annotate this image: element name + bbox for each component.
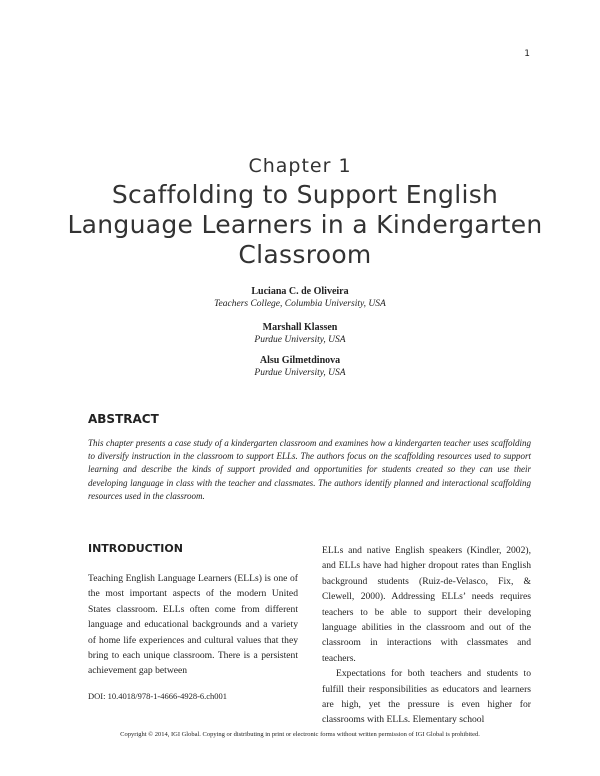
paragraph: Teaching English Language Learners (ELLs) is one of the most important aspects of the modern United States classroom. ELLs often come from different language and educational backgrounds and a variety of home life experiences and cultural values that they bring to each unique classroom. There is a persistent achievement gap between (88, 573, 298, 677)
body-column-right (322, 543, 531, 728)
author-name: Marshall Klassen (262, 322, 338, 333)
author-block (0, 285, 600, 311)
author-affiliation: Purdue University, USA (254, 368, 346, 378)
chapter-label: Chapter 1 (248, 155, 352, 177)
page-number: 1 (524, 49, 530, 59)
author-block (0, 354, 600, 380)
introduction-heading: INTRODUCTION (88, 542, 183, 555)
copyright-notice: Copyright © 2014, IGI Global. Copying or distributing in print or electronic forms without written permission of IGI Global is prohibited. (120, 731, 480, 738)
body-column-left (88, 571, 298, 679)
doi: DOI: 10.4018/978-1-4666-4928-6.ch001 (88, 691, 228, 701)
author-affiliation: Purdue University, USA (254, 335, 346, 345)
paragraph: Expectations for both teachers and students to fulfill their responsibilities as educators and learners are high, yet the pressure is even higher for classrooms with ELLs. Elementary school (322, 668, 531, 726)
author-affiliation: Teachers College, Columbia University, USA (214, 299, 386, 309)
author-name: Luciana C. de Oliveira (251, 286, 349, 297)
paragraph: ELLs and native English speakers (Kindler, 2002), and ELLs have had higher dropout rates than English background students (Ruiz-de-Velasco, Fix, & Clewell, 2000). Addressing ELLs’ needs requires teachers to be able to support their developing language abilities in the classroom and out of the classroom in interactions with classmates and teachers. (322, 545, 531, 664)
abstract-body: This chapter presents a case study of a kindergarten classroom and examines how a kindergarten teacher uses scaffolding to diversify instruction in the classroom to support ELLs. The authors focus on the scaffolding resources used to support learning and describe the kinds of support provided and opportunities for students created so they can use their developing language in class with the teacher and classmates. The authors identify planned and interactional scaffolding resources used in the classroom. (88, 438, 531, 501)
author-block (0, 321, 600, 347)
abstract-heading: ABSTRACT (88, 412, 159, 426)
chapter-title: Scaffolding to Support English Language Learners in a Kindergarten Classroom (67, 180, 543, 269)
author-name: Alsu Gilmetdinova (259, 355, 341, 366)
